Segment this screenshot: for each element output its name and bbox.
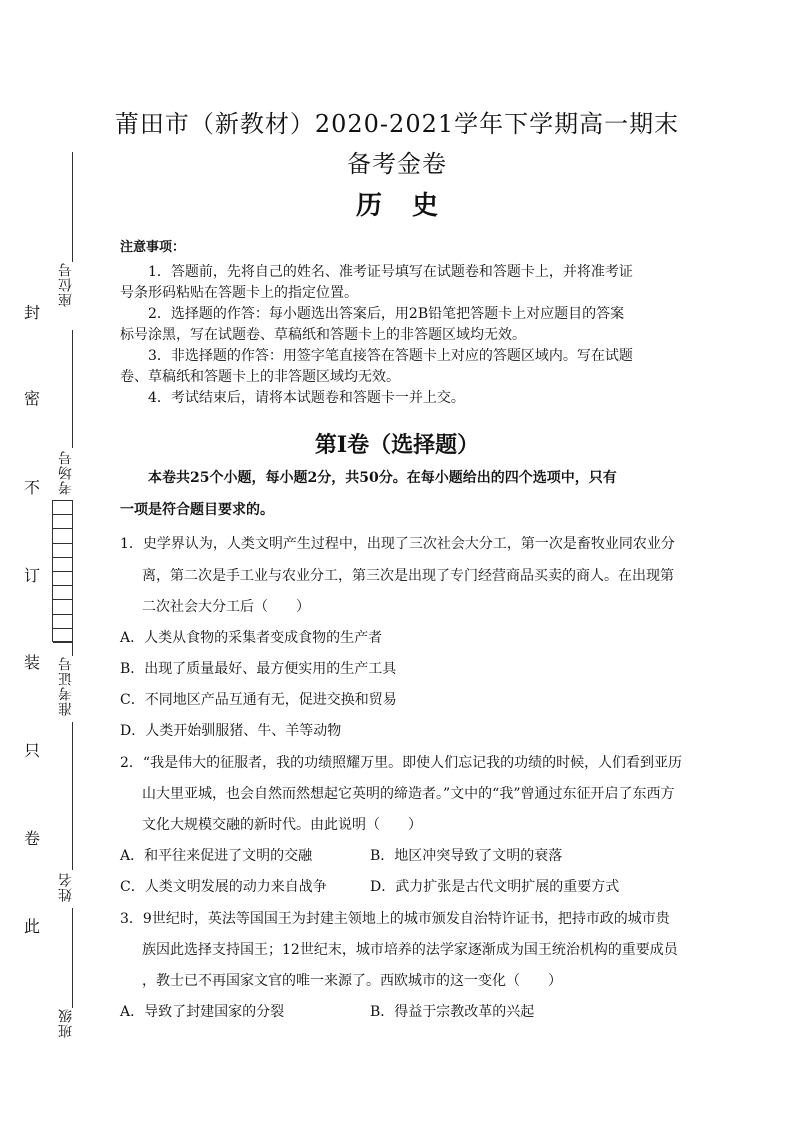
margin-char-ding: 订 <box>24 566 41 585</box>
option-b: B．出现了质量最好、最方便实用的生产工具 <box>120 661 397 677</box>
section-title: 第Ⅰ卷（选择题） <box>314 432 480 458</box>
option-c: C．不同地区产品互通有无，促进交换和贸易 <box>120 692 397 708</box>
question-stem-line: 3．9世纪时，英法等国国王为封建主领地上的城市颁发自治特许证书，把持市政的城市贵 <box>120 911 670 927</box>
name-line <box>72 722 73 870</box>
margin-char-bu: 不 <box>24 478 41 497</box>
notice-line: 1．答题前，先将自己的姓名、准考证号填写在试题卷和答题卡上，并将准考证 <box>148 264 633 280</box>
name-label: 姓名 <box>58 872 74 902</box>
question-stem-line: 2．“我是伟大的征服者，我的功绩照耀万里。即使人们忘记我的功绩的时候，人们看到亚历 <box>120 755 683 771</box>
option-b: B．得益于宗教改革的兴起 <box>370 1004 535 1020</box>
option-a: A．人类从食物的采集者变成食物的生产者 <box>120 630 383 646</box>
notice-line: 号条形码粘贴在答题卡上的指定位置。 <box>120 285 358 301</box>
margin-char-feng: 封 <box>24 303 41 322</box>
question-stem-line: 离，第二次是手工业与农业分工，第三次是出现了专门经营商品买卖的商人。在出现第 <box>142 568 674 584</box>
notice-line: 2．选择题的作答：每小题选出答案后，用2B铅笔把答题卡上对应题目的答案 <box>148 306 625 322</box>
margin-char-zhi: 只 <box>24 741 41 760</box>
class-line <box>72 908 73 1008</box>
notice-line: 卷、草稿纸和答题卡上的非答题区域均无效。 <box>120 369 400 385</box>
subject-title: 历史 <box>355 191 468 221</box>
exam-room-grid <box>52 500 73 642</box>
ticket-line-top <box>72 642 73 656</box>
exam-title-line1: 莆田市（新教材）2020-2021学年下学期高一期末 <box>114 110 680 138</box>
notice-line: 4．考试结束后，请将本试题卷和答题卡一并上交。 <box>148 390 465 406</box>
section-intro-line1: 本卷共25个小题，每小题2分，共50分。在每小题给出的四个选项中，只有 <box>148 470 617 486</box>
section-intro-line2: 一项是符合题目要求的。 <box>120 502 274 518</box>
admission-ticket-label: 准考证号 <box>58 656 74 716</box>
class-label: 班级 <box>58 1008 74 1038</box>
notice-line: 3．非选择题的作答：用签字笔直接答在答题卡上对应的答题区域内。写在试题 <box>148 348 633 364</box>
exam-title-line2: 备考金卷 <box>347 150 447 178</box>
option-d: D．人类开始驯服猪、牛、羊等动物 <box>120 723 342 739</box>
question-stem-line: 1．史学界认为，人类文明产生过程中，出现了三次社会大分工，第一次是畜牧业同农业分 <box>120 536 675 552</box>
option-c: C．人类文明发展的动力来自战争 <box>120 879 327 895</box>
option-a: A．和平往来促进了文明的交融 <box>120 848 313 864</box>
question-stem-line: ，教士已不再国家文官的唯一来源了。西欧城市的这一变化（ ） <box>142 973 562 989</box>
seat-number-label: 座位号 <box>58 262 74 307</box>
option-b: B．地区冲突导致了文明的衰落 <box>370 848 563 864</box>
margin-char-zhuang: 装 <box>24 653 41 672</box>
option-a: A．导致了封建国家的分裂 <box>120 1004 285 1020</box>
margin-char-ci: 此 <box>24 917 41 936</box>
option-d: D．武力扩张是古代文明扩展的重要方式 <box>370 879 620 895</box>
margin-char-juan: 卷 <box>24 829 41 848</box>
exam-room-label: 考场号 <box>58 450 74 495</box>
question-stem-line: 族因此选择支持国王；12世纪末，城市培养的法学家逐渐成为国王统治机构的重要成员 <box>142 942 678 958</box>
question-stem-line: 二次社会大分工后（ ） <box>142 599 310 615</box>
notice-line: 标号涂黑，写在试题卷、草稿纸和答题卡上的非答题区域均无效。 <box>120 327 526 343</box>
question-stem-line: 文化大规模交融的新时代。由此说明（ ） <box>142 817 422 833</box>
question-stem-line: 山大里亚城，也会自然而然想起它英明的缔造者。”文中的“我”曾通过东征开启了东西方 <box>142 786 675 802</box>
margin-char-mi: 密 <box>24 389 41 408</box>
notice-block <box>120 262 680 409</box>
notice-title: 注意事项： <box>120 240 186 255</box>
